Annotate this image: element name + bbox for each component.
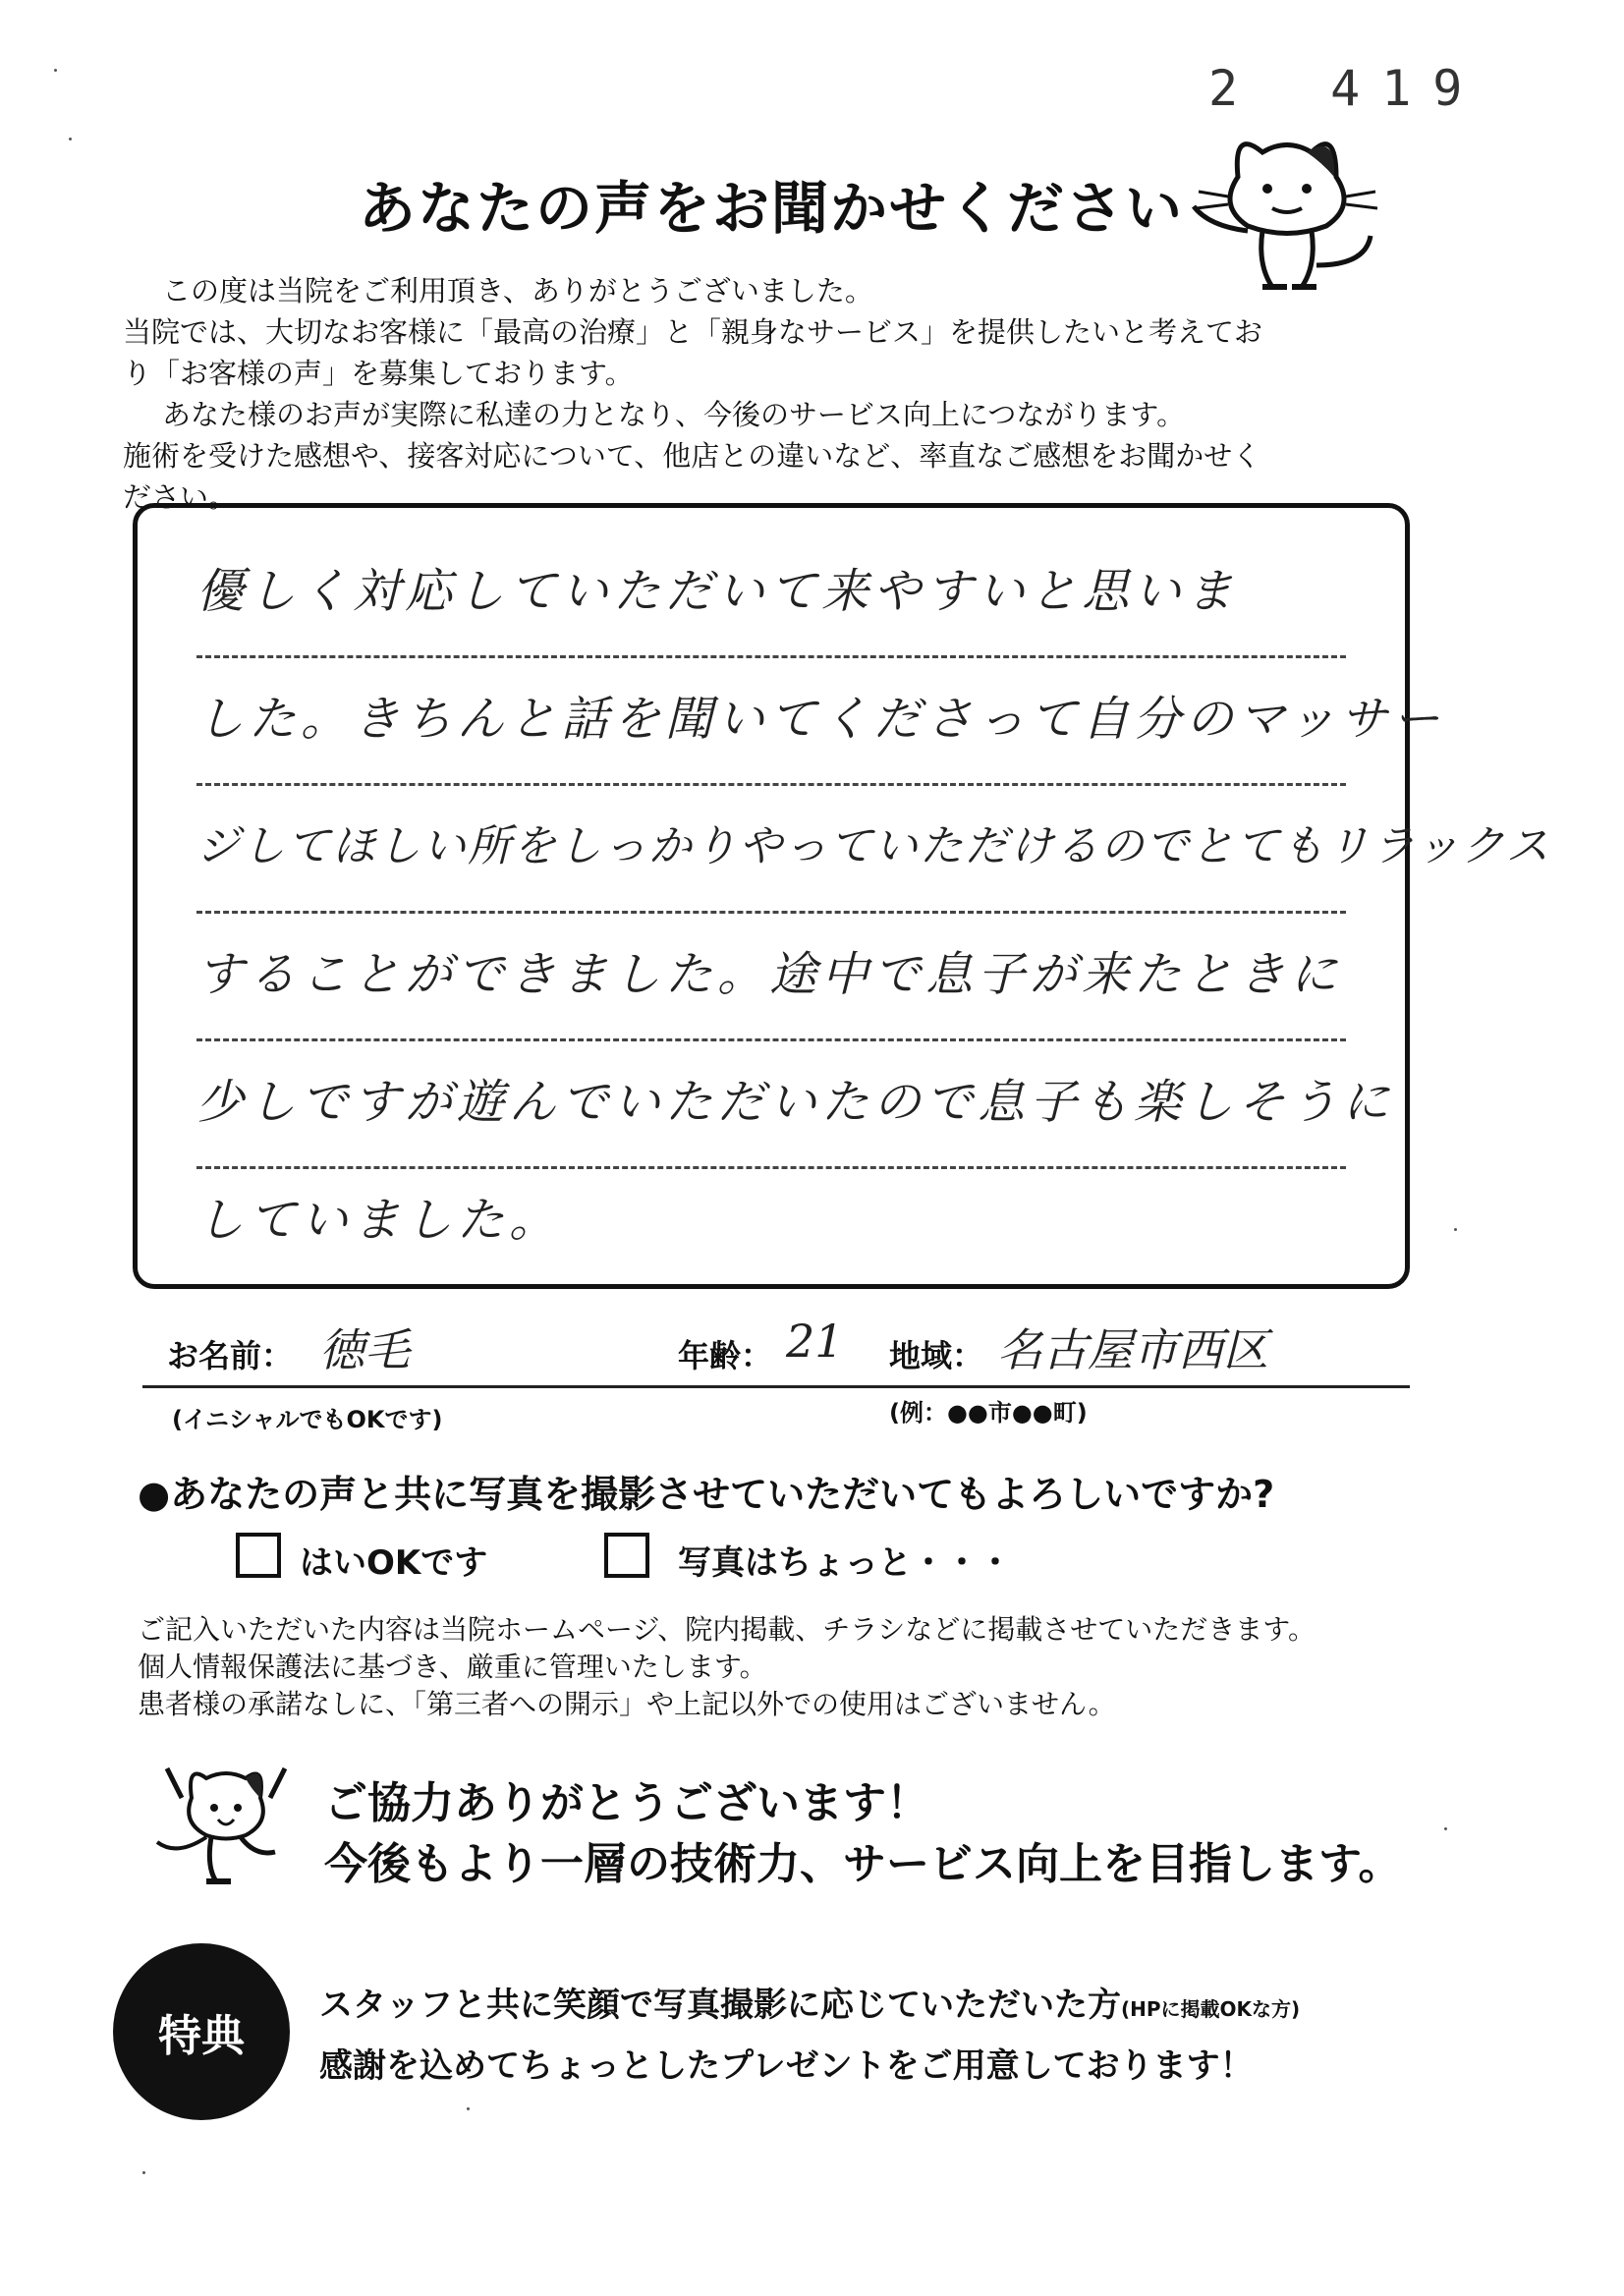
scan-speck	[54, 69, 57, 72]
bonus-line: 感謝を込めてちょっとしたプレゼントをご用意しております！	[319, 2046, 1254, 2086]
no-label: 写真はちょっと・・・	[678, 1543, 1012, 1583]
page-title: あなたの声をお聞かせください	[359, 175, 1185, 242]
review-line: ジしてほしい所をしっかりやっていただけるのでとてもリラックス	[196, 793, 1346, 914]
intro-line: り「お客様の声」を募集しております。	[123, 357, 634, 390]
scan-speck	[142, 2171, 145, 2174]
privacy-line: 患者様の承諾なしに、「第三者への開示」や上記以外での使用はございません。	[138, 1688, 1116, 1720]
intro-line: 当院では、大切なお客様に「最高の治療」と「親身なサービス」を提供したいと考えてお	[123, 315, 1263, 349]
bonus-badge	[113, 1943, 290, 2120]
review-line: 少しですが遊んでいただいたので息子も楽しそうに	[196, 1048, 1346, 1169]
yes-label: はいOKです	[300, 1543, 488, 1583]
no-checkbox[interactable]	[604, 1533, 649, 1578]
scan-speck	[467, 2107, 470, 2110]
area-label: 地域：	[889, 1337, 984, 1374]
thanks-line: 今後もより一層の技術力、サービス向上を目指します。	[324, 1839, 1402, 1889]
name-note: (イニシャルでもOKです)	[172, 1406, 443, 1433]
scan-speck	[1444, 1827, 1447, 1830]
age-label: 年齢：	[678, 1337, 773, 1374]
name-label: お名前：	[167, 1337, 294, 1374]
bonus-line-note: (HPに掲載OKな方)	[1121, 1997, 1301, 2021]
bonus-badge-label: 特典	[158, 2011, 245, 2061]
review-line: することができました。途中で息子が来たときに	[196, 921, 1346, 1041]
intro-text	[123, 270, 1390, 518]
review-line: 優しく対応していただいて来やすいと思いま	[196, 537, 1346, 658]
scan-speck	[69, 138, 72, 140]
privacy-line: 個人情報保護法に基づき、厳重に管理いたします。	[138, 1651, 767, 1683]
privacy-line: ご記入いただいた内容は当院ホームページ、院内掲載、チラシなどに掲載させていただきます。	[138, 1613, 1316, 1646]
photo-question: ●あなたの声と共に写真を撮影させていただいてもよろしいですか?	[138, 1473, 1275, 1516]
name-value: 徳毛	[319, 1323, 410, 1376]
age-value: 21	[786, 1315, 844, 1368]
intro-line: この度は当院をご利用頂き、ありがとうございました。	[162, 274, 873, 308]
intro-line: ださい。	[123, 480, 238, 514]
review-line: した。きちんと話を聞いてくださって自分のマッサー	[196, 665, 1346, 786]
intro-line: あなた様のお声が実際に私達の力となり、今後のサービス向上につながります。	[162, 398, 1186, 431]
area-value: 名古屋市西区	[997, 1323, 1268, 1376]
area-note: (例：●●市●●町)	[889, 1399, 1088, 1427]
page-number: 2 419	[1208, 60, 1484, 117]
privacy-notice	[138, 1611, 1415, 1723]
bonus-text	[319, 1977, 1300, 2095]
review-box	[133, 503, 1551, 1289]
bonus-line: スタッフと共に笑顔で写真撮影に応じていただいた方	[319, 1986, 1121, 2025]
dancing-cat-illustration	[147, 1759, 305, 1906]
scan-speck	[1454, 1228, 1457, 1231]
thanks-line: ご協力ありがとうございます！	[324, 1778, 929, 1828]
form-divider	[142, 1385, 1410, 1388]
thanks-message	[324, 1773, 1401, 1895]
yes-checkbox[interactable]	[236, 1533, 281, 1578]
review-line: していました。	[196, 1193, 562, 1248]
intro-line: 施術を受けた感想や、接客対応について、他店との違いなど、率直なご感想をお聞かせく	[123, 439, 1261, 473]
